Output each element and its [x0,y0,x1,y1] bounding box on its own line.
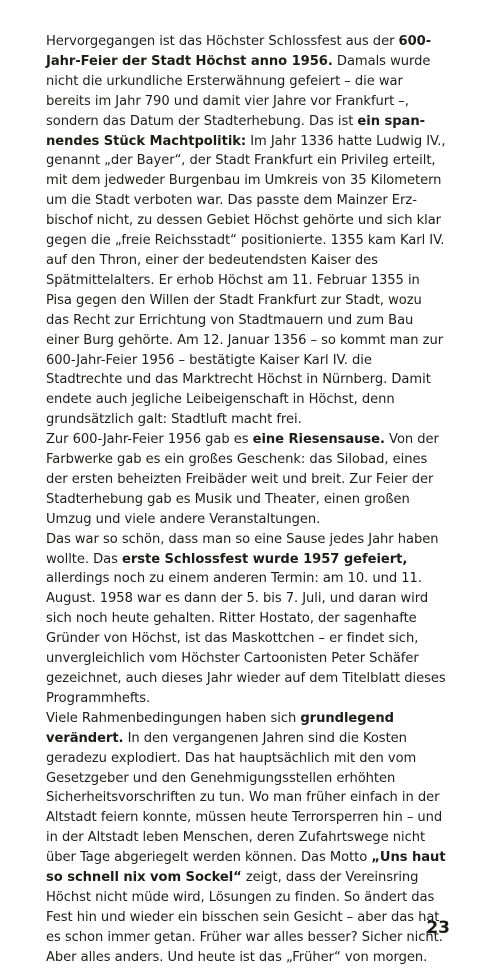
bold-text-run: grundlegend verändert. [46,710,394,746]
text-run: Damals wurde nicht die urkundliche Ersterwähnung gefeiert – die war bereits im Jahr 790 und damit vier Jahre vor Frankfurt –, sondern das Datum der Stadterhebung. Das ist [46,53,431,129]
bold-text-run: „Uns haut so schnell nix vom Sockel“ [46,850,446,886]
text-run: Zur 600-Jahr-Feier 1956 gab es [46,432,253,448]
bold-text-run: 600-Jahr-Feier der Stadt Höchst anno 1956. [46,34,432,69]
bold-text-run: erste Schlossfest wurde 1957 gefeiert, [122,551,408,567]
text-run: Viele Rahmenbedingungen haben sich [46,710,301,726]
text-run: allerdings noch zu einem anderen Termin: am 10. und 11. August. 1958 war es dann der 5. bis 7. Juli, und daran wird sich noch heute gehalten. Ritter Hostato, der sagenhafte Gründer von Höchst, ist das Maskottchen – er findet sich, unvergleichlich vom Höchster Cartoonisten Peter Schäfer gezeichnet, auch dieses Jahr wieder auf dem Titelblatt dieses Programmhefts. [46,571,446,706]
bold-text-run: ein spannendes Stück Machtpolitik: [46,113,426,149]
page-number: 23 [426,918,450,938]
paragraph [46,32,446,430]
text-run: Das war so schön, dass man so eine Sause jedes Jahr haben wollte. Das [46,531,439,567]
text-run: zeigt, dass der Vereinsring Höchst nicht müde wird, Lösungen zu finden. So ändert das Fest hin und wieder ein bisschen sein Gesicht – aber das hat es schon immer getan. Früher war alles besser? Sicher nicht. Aber alles anders. Und heute ist das „Früher“ von morgen. [46,870,443,965]
bold-text-run: eine Riesensause. [252,432,385,448]
text-run: In den vergangenen Jahren sind die Kosten geradezu explodiert. Das hat hauptsächlich mit den vom Gesetzgeber und den Genehmigungsstellen erhöhten Sicherheitsvorschriften zu tun. Wo man früher einfach in der Altstadt feiern konnte, müssen heute Terrorsperren hin – und in der Altstadt leben Menschen, deren Zufahrtswege nicht über Tage abgeriegelt werden können. Das Motto [46,730,443,866]
paragraph [46,709,446,968]
text-run: Von der Farbwerke gab es ein großes Geschenk: das Silobad, eines der ersten beheizten Freibäder weit und breit. Zur Feier der Stadterhebung gab es Musik und Theater, einen großen Umzug und viele andere Veranstaltungen. [46,432,439,527]
text-run: Im Jahr 1336 hatte Ludwig IV., genannt „der Bayer“, der Stadt Frankfurt ein Privileg erteilt, mit dem jedweder Burgenbau im Umkreis von 35 Kilometern um die Stadt verboten war. Das passte dem Mainzer Erzbischof nicht, zu dessen Gebiet Höchst gehörte und sich klar gegen die „freie Reichsstadt“ positionierte. 1355 kam Karl IV. auf den Thron, einer der bedeutendsten Kaiser des Spätmittelalters. Er erhob Höchst am 11. Februar 1355 in Pisa gegen den Willen der Stadt Frankfurt zur Stadt, wozu das Recht zur Errichtung von Stadtmauern und zum Bau einer Burg gehörte. Am 12. Januar 1356 – so kommt man zur 600-Jahr-Feier 1956 – bestätigte Kaiser Karl IV. die Stadtrechte und das Marktrecht Höchst in Nürnberg. Damit endete auch jegliche Leibeigenschaft in Höchst, denn grundsätzlich galt: Stadtluft macht frei. [46,133,446,428]
paragraph [46,430,446,530]
paragraph [46,530,446,709]
text-run: Hervorgegangen ist das Höchster Schlossfest aus der [46,34,399,49]
article-body [46,32,446,968]
